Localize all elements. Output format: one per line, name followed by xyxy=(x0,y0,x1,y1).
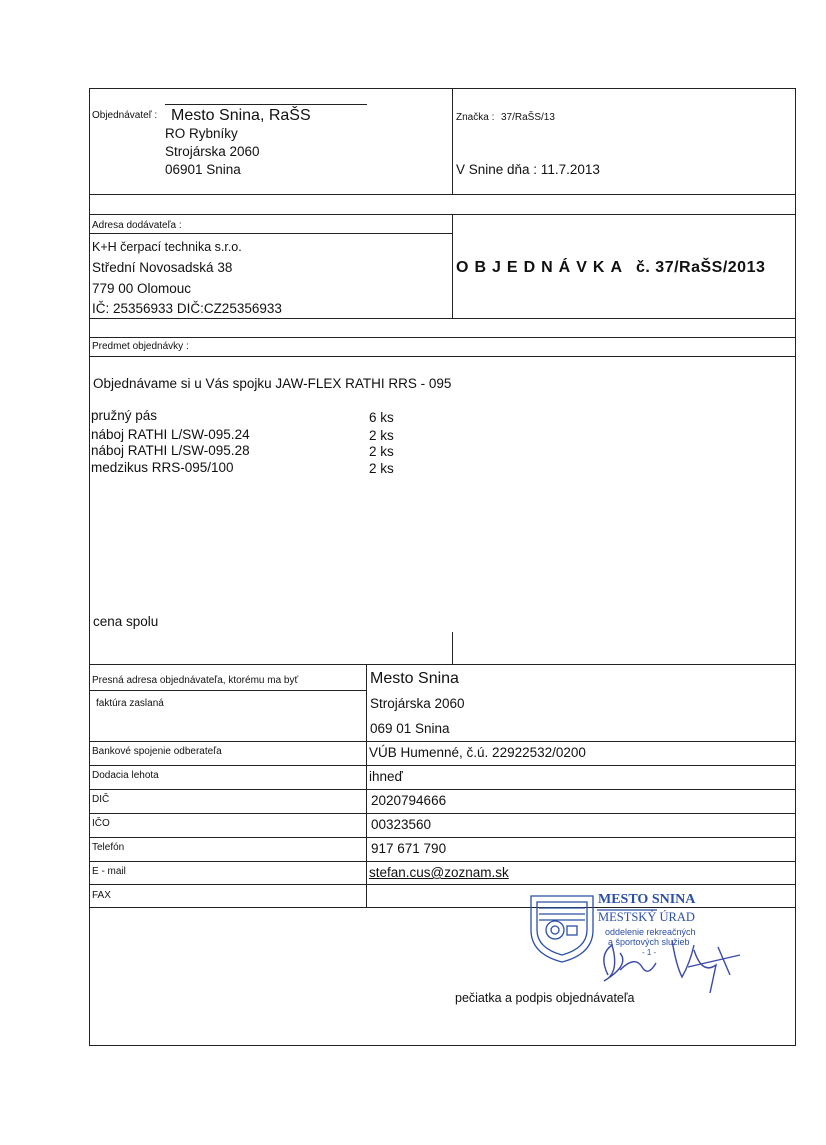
supplier-line: K+H čerpací technika s.r.o. xyxy=(92,240,242,254)
detail-label: FAX xyxy=(92,890,111,901)
detail-label: Dodacia lehota xyxy=(92,770,159,781)
detail-label: Bankové spojenie odberateľa xyxy=(92,746,222,757)
detail-value: 00323560 xyxy=(371,817,432,832)
email-link[interactable]: stefan.cus@zoznam.sk xyxy=(369,865,509,880)
supplier-rule-1 xyxy=(89,233,452,234)
supplier-label: Adresa dodávateľa : xyxy=(92,220,182,231)
item-quantity: 2 ks xyxy=(369,444,394,459)
detail-label: Telefón xyxy=(92,842,125,853)
invoice-address-label-cont: faktúra zaslaná xyxy=(96,698,164,709)
details-row-line-3 xyxy=(89,789,796,790)
supplier-line: Střední Novosadská 38 xyxy=(92,260,233,275)
supplier-line: 779 00 Olomouc xyxy=(92,281,192,296)
orderer-name: Mesto Snina, RaŠS xyxy=(171,107,311,124)
order-title: OBJEDNÁVKA xyxy=(456,259,629,276)
details-row-line-7 xyxy=(89,884,796,885)
reference-label: Značka : xyxy=(456,112,495,123)
stamp-number: - 1 - xyxy=(642,948,657,957)
total-divider xyxy=(452,632,453,664)
supplier-bottom-line xyxy=(89,318,796,319)
frame-left-border xyxy=(89,88,90,1046)
item-name: medzikus RRS-095/100 xyxy=(91,460,234,475)
detail-value: ihneď xyxy=(369,769,403,784)
orderer-address-line: 06901 Snina xyxy=(165,162,241,177)
supplier-divider xyxy=(452,214,453,318)
item-quantity: 2 ks xyxy=(369,428,394,443)
invoice-label-rule xyxy=(89,690,366,691)
details-divider xyxy=(366,664,367,907)
detail-label: E - mail xyxy=(92,866,126,877)
frame-right-border xyxy=(795,88,796,1046)
detail-value: VÚB Humenné, č.ú. 22922532/0200 xyxy=(369,745,586,760)
item-name: náboj RATHI L/SW-095.28 xyxy=(91,443,250,458)
stamp-department-cont: a športových služieb xyxy=(608,937,690,947)
order-number: č. 37/RaŠS/2013 xyxy=(636,259,766,276)
header-bottom-line xyxy=(89,194,796,195)
detail-value: 2020794666 xyxy=(371,793,447,808)
invoice-address-line: 069 01 Snina xyxy=(370,721,450,736)
details-row-line-2 xyxy=(89,765,796,766)
orderer-label: Objednávateľ : xyxy=(92,110,158,121)
orderer-address-line: Strojárska 2060 xyxy=(165,144,260,159)
frame-top-border xyxy=(89,88,796,89)
details-row-line-6 xyxy=(89,861,796,862)
supplier-top-line xyxy=(89,214,796,215)
item-quantity: 2 ks xyxy=(369,461,394,476)
subject-intro: Objednávame si u Vás spojku JAW-FLEX RATHI RRS - 095 xyxy=(93,376,452,391)
signature-icon xyxy=(590,915,750,1000)
subject-bottom-line xyxy=(89,664,796,665)
details-row-line-4 xyxy=(89,813,796,814)
orderer-address-line: RO Rybníky xyxy=(165,126,238,141)
details-row-line-1 xyxy=(89,741,796,742)
invoice-address-line: Mesto Snina xyxy=(370,670,459,687)
detail-value: 917 671 790 xyxy=(371,841,447,856)
invoice-address-line: Strojárska 2060 xyxy=(370,696,465,711)
item-quantity: 6 ks xyxy=(369,410,394,425)
order-date: V Snine dňa : 11.7.2013 xyxy=(456,162,600,177)
subject-label-line xyxy=(89,356,796,357)
subject-top-line xyxy=(89,337,796,338)
header-divider xyxy=(452,88,453,194)
item-name: pružný pás xyxy=(91,408,158,423)
subject-label: Predmet objednávky : xyxy=(92,341,189,352)
orderer-name-overline xyxy=(165,104,367,105)
total-label: cena spolu xyxy=(93,614,159,629)
stamp-subtitle: MESTSKÝ ÚRAD xyxy=(598,910,695,924)
details-row-line-5 xyxy=(89,837,796,838)
stamp-title: MESTO SNINA xyxy=(598,892,696,907)
detail-label: DIČ xyxy=(92,794,110,805)
detail-label: IČO xyxy=(92,818,110,829)
reference-value: 37/RaŠS/13 xyxy=(501,112,555,123)
stamp-department: oddelenie rekreačných xyxy=(605,927,696,937)
supplier-ids: IČ: 25356933 DIČ:CZ25356933 xyxy=(92,301,282,316)
frame-bottom-border xyxy=(89,1045,796,1046)
invoice-address-label: Presná adresa objednávateľa, ktorému ma byť xyxy=(92,675,299,686)
item-name: náboj RATHI L/SW-095.24 xyxy=(91,427,250,442)
signature-caption: pečiatka a podpis objednávateľa xyxy=(455,991,635,1005)
